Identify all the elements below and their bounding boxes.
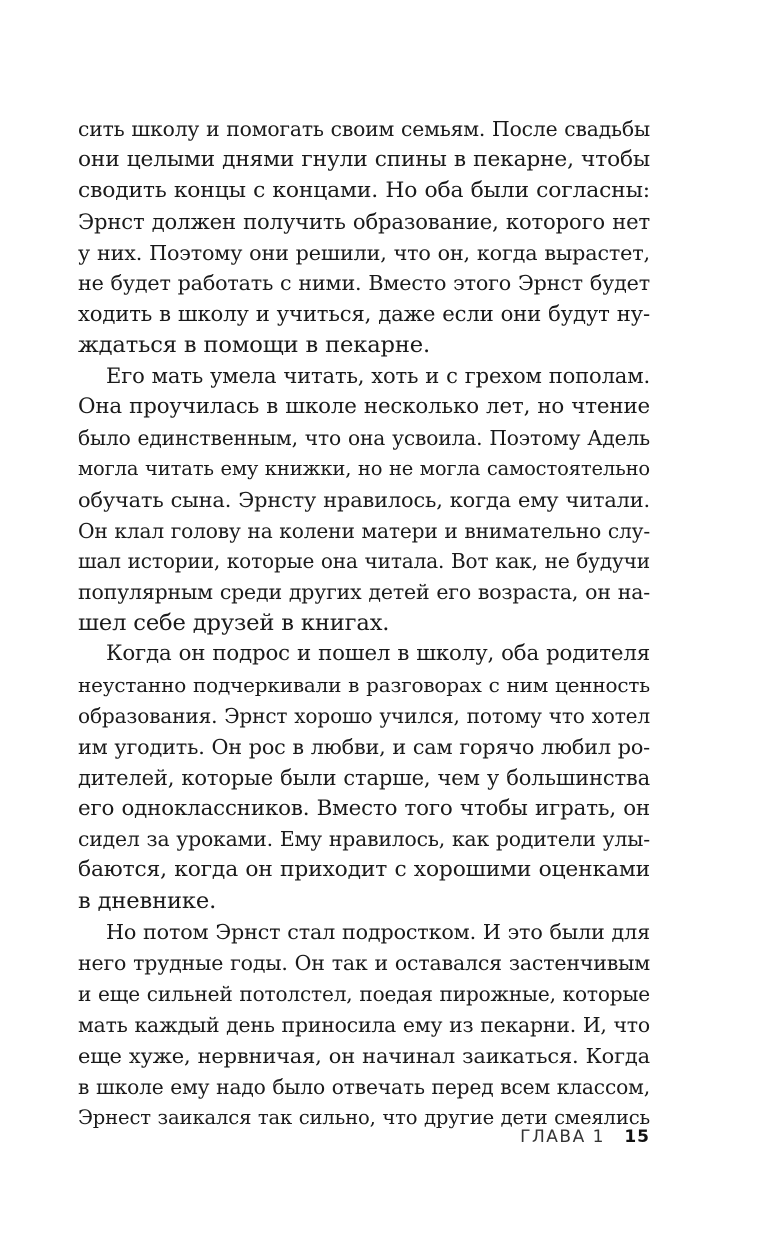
paragraph-2 (78, 361, 650, 639)
text-line: Но потом Эрнст стал подростком. И это были для (106, 920, 650, 945)
text-line: сводить концы с концами. Но оба были согласны: (78, 177, 650, 203)
text-line: Эрнст должен получить образование, которого нет (78, 208, 650, 234)
text-line: не будет работать с ними. Вместо этого Эрнст будет (78, 271, 650, 296)
paragraph-3 (78, 639, 650, 917)
text-line: могла читать ему книжки, но не могла самостоятельно (78, 456, 650, 480)
text-line: Его мать умела читать, хоть и с грехом пополам. (106, 363, 650, 389)
text-line: популярным среди других детей его возраста, он на- (78, 580, 650, 605)
text-line: дителей, которые были старше, чем у большинства (78, 764, 650, 790)
text-line: в дневнике. (78, 888, 217, 915)
text-line: им угодить. Он рос в любви, и сам горячо любил ро- (78, 734, 650, 759)
text-line: шал истории, которые она читала. Вот как, не будучи (78, 549, 650, 574)
text-line: Он клал голову на колени матери и внимательно слу- (78, 518, 650, 543)
page-number: 15 (624, 1127, 650, 1147)
text-line: в школе ему надо было отвечать перед всем классом, (78, 1074, 650, 1099)
text-line: него трудные годы. Он так и оставался застенчивым (78, 951, 650, 976)
text-line: образования. Эрнст хорошо учился, потому что хотел (78, 703, 650, 728)
text-line: еще хуже, нервничая, он начинал заикаться. Когда (78, 1043, 650, 1068)
text-line: сидел за уроками. Ему нравилось, как родители улы- (78, 827, 650, 852)
text-line: ждаться в помощи в пекарне. (78, 332, 430, 359)
text-line: Эрнест заикался так сильно, что другие дети смеялись (78, 1105, 650, 1129)
text-line: Когда он подрос и пошел в школу, оба родителя (106, 641, 650, 667)
paragraph-4 (78, 917, 650, 1133)
text-line: у них. Поэтому они решили, что он, когда вырастет, (78, 240, 650, 265)
text-line: ходить в школу и учиться, даже если они будут ну- (78, 301, 650, 327)
text-line: Она проучилась в школе несколько лет, но чтение (78, 394, 650, 420)
text-line: шел себе друзей в книгах. (78, 610, 390, 637)
text-line: и еще сильней потолстел, поедая пирожные, которые (78, 981, 650, 1006)
text-line: неустанно подчеркивали в разговорах с ним ценность (78, 673, 650, 698)
page-footer (520, 1125, 650, 1149)
paragraph-1 (78, 114, 650, 361)
text-line: они целыми днями гнули спины в пекарне, чтобы (78, 146, 650, 172)
text-line: обучать сына. Эрнсту нравилось, когда ему читали. (78, 487, 650, 512)
text-line: баются, когда он приходит с хорошими оценками (78, 857, 650, 883)
text-line: сить школу и помогать своим семьям. После свадьбы (78, 117, 650, 141)
text-line: было единственным, что она усвоила. Поэтому Адель (78, 425, 650, 450)
body-text (78, 114, 650, 1133)
text-line: его одноклассников. Вместо того чтобы играть, он (78, 795, 650, 821)
text-line: мать каждый день приносила ему из пекарни. И, что (78, 1012, 650, 1037)
running-head: ГЛАВА 1 (520, 1127, 605, 1147)
